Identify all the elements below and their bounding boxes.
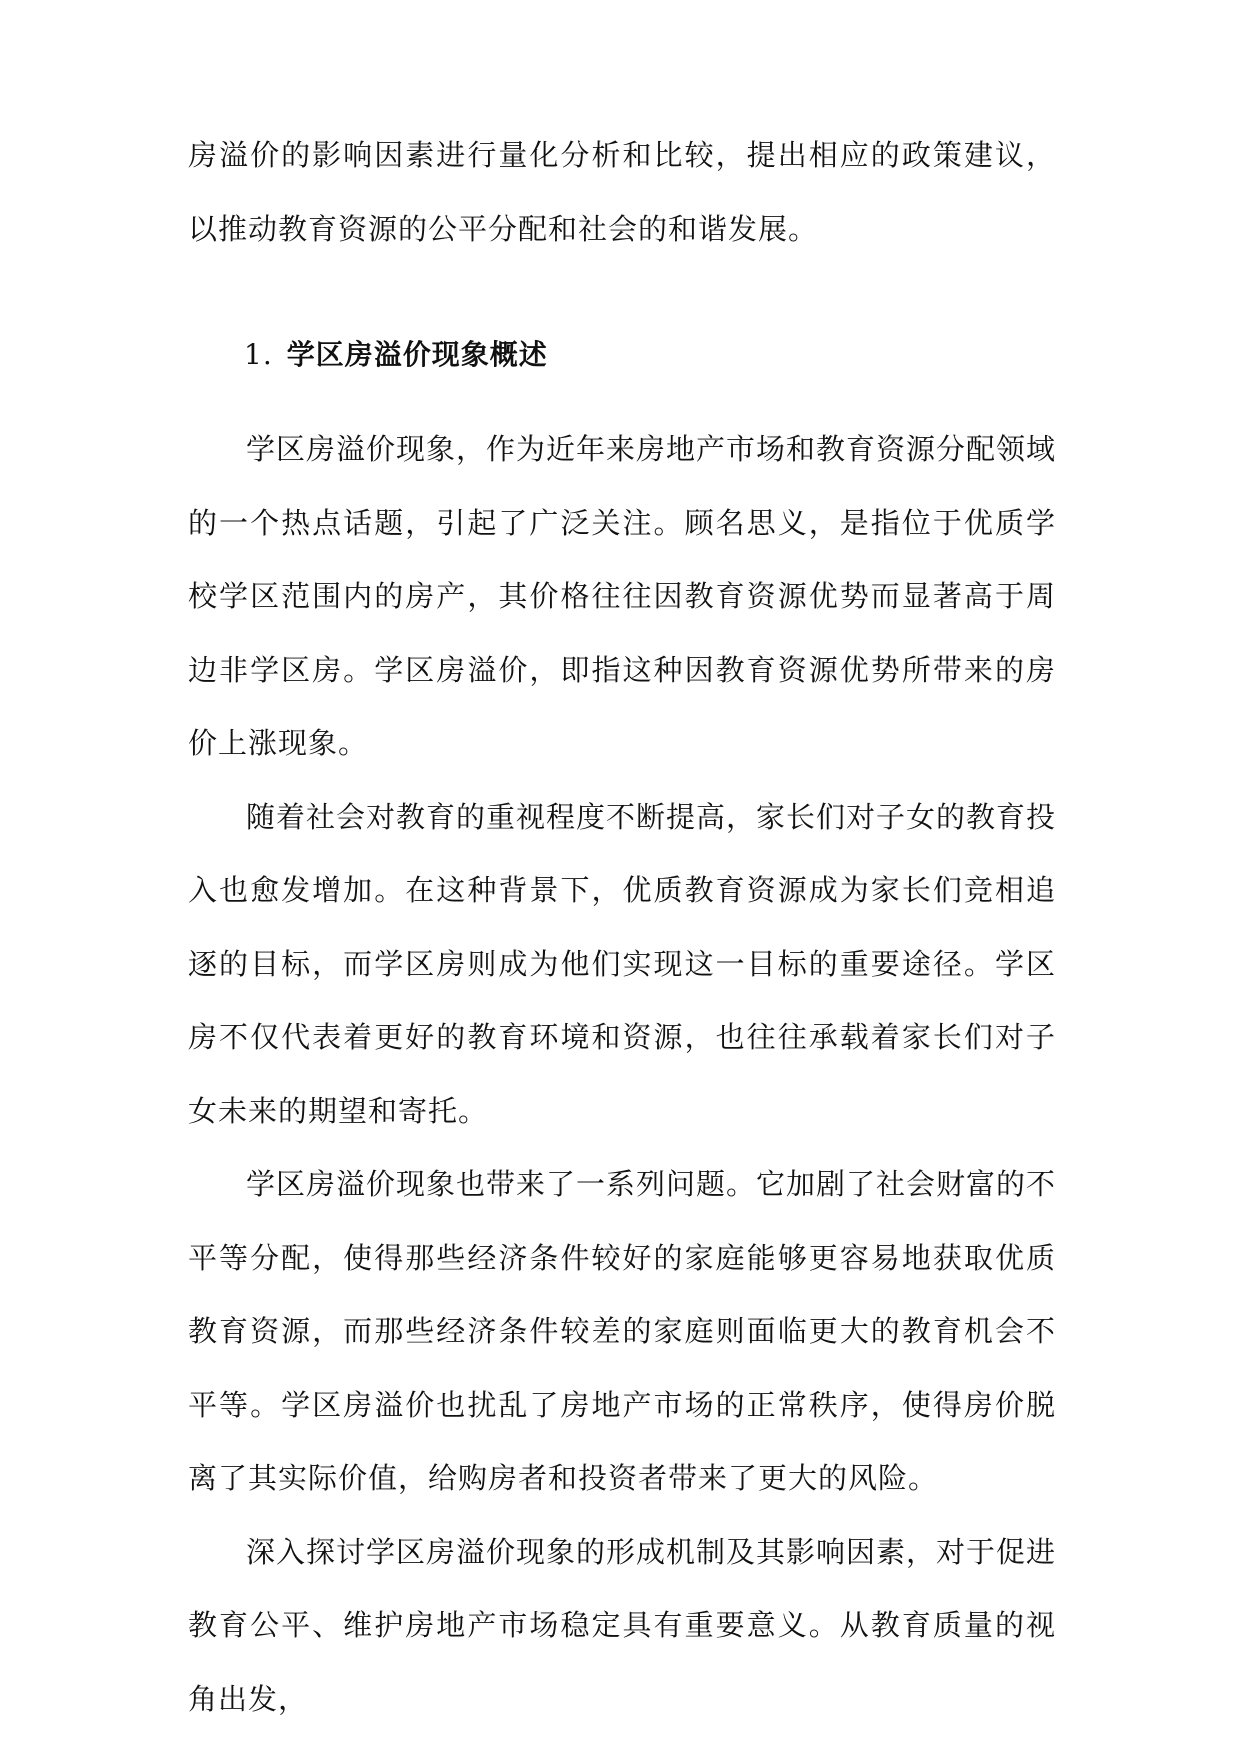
section-heading [244,326,548,384]
body-paragraph: 学区房溢价现象，作为近年来房地产市场和教育资源分配领域的一个热点话题，引起了广泛关注。顾名思义，是指位于优质学校学区范围内的房产，其价格往往因教育资源优势而显著高于周边非学区房。学区房溢价，即指这种因教育资源优势所带来的房价上涨现象。 [188,432,1057,760]
body-paragraph: 随着社会对教育的重视程度不断提高，家长们对子女的教育投入也愈发增加。在这种背景下，优质教育资源成为家长们竞相追逐的目标，而学区房则成为他们实现这一目标的重要途径。学区房不仅代表着更好的教育环境和资源，也往往承载着家长们对子女未来的期望和寄托。 [188,799,1057,1128]
intro-text-block [188,119,1056,266]
section-title: 学区房溢价现象概述 [286,338,548,371]
body-paragraph: 学区房溢价现象也带来了一系列问题。它加剧了社会财富的不平等分配，使得那些经济条件较好的家庭能够更容易地获取优质教育资源，而那些经济条件较差的家庭则面临更大的教育机会不平等。学区房溢价也扰乱了房地产市场的正常秩序，使得房价脱离了其实际价值，给购房者和投资者带来了更大的风险。 [188,1167,1057,1495]
body-paragraph: 深入探讨学区房溢价现象的形成机制及其影响因素，对于促进教育公平、维护房地产市场稳定具有重要意义。从教育质量的视角出发， [188,1534,1057,1716]
intro-continuation-paragraph: 房溢价的影响因素进行量化分析和比较，提出相应的政策建议，以推动教育资源的公平分配和社会的和谐发展。 [188,138,1056,246]
section-number: 1. [244,338,273,371]
body-text-block [188,413,1056,1736]
